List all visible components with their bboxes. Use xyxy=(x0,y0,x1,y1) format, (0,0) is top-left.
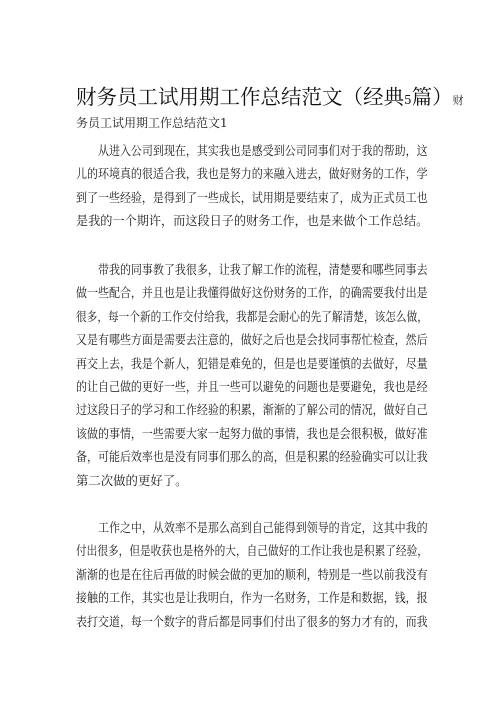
title-tail-text: 财 xyxy=(452,94,464,107)
paragraph-line: 是我的一个期许，而这段日子的财务工作，也是来做个工作总结。 xyxy=(76,213,429,229)
title-text-before-number: 财务员工试用期工作总结范文（经典 xyxy=(76,85,404,109)
paragraph-line: 付出很多，但是收获也是格外的大，自己做好的工作让我也是积累了经验， xyxy=(76,543,428,559)
title-text-after-number: 篇） xyxy=(411,85,453,109)
paragraph-line: 带我的同事教了我很多，让我了解工作的流程，清楚要和哪些同事去 xyxy=(76,262,428,277)
paragraph-3 xyxy=(76,516,428,633)
paragraph-line: 又是有哪些方面是需要去注意的，做好之后也是会找同事帮忙检查，然后 xyxy=(76,332,428,348)
paragraph-line: 的让自己做的更好一些，并且一些可以避免的问题也是要避免，我也是经 xyxy=(76,378,428,394)
document-title xyxy=(76,80,464,110)
paragraph-line: 做一些配合，并且也是让我懂得做好这份财务的工作，的确需要我付出是 xyxy=(76,285,428,301)
paragraph-line: 接触的工作，其实也是让我明白，作为一名财务，工作是和数据，钱，报 xyxy=(76,590,428,606)
paragraph-line: 表打交道，每一个数字的背后都是同事们付出了很多的努力才有的，而我 xyxy=(76,613,428,629)
document-subtitle: 务员工试用期工作总结范文1 xyxy=(76,116,228,130)
paragraph-line: 再交上去，我是个新人，犯错是难免的，但是也是要谨慎的去做好，尽量 xyxy=(76,355,428,371)
title-number: 5 xyxy=(404,93,412,107)
paragraph-line: 到了一些经验，是得到了一些成长，试用期是要结束了，成为正式员工也 xyxy=(76,189,428,205)
paragraph-line: 第二次做的更好了。 xyxy=(76,472,188,488)
paragraph-line: 从进入公司到现在，其实我也是感受到公司同事们对于我的帮助，这 xyxy=(76,143,428,158)
paragraph-2 xyxy=(76,258,428,492)
paragraph-line: 工作之中，从效率不是那么高到自己能得到领导的肯定，这其中我的 xyxy=(76,520,428,535)
paragraph-line: 该做的事情，一些需要大家一起努力做的事情，我也是会很积极，做好准 xyxy=(76,425,428,441)
paragraph-line: 很多，每一个新的工作交付给我，我都是会耐心的先了解清楚，该怎么做， xyxy=(76,308,428,324)
paragraph-line: 过这段日子的学习和工作经验的积累，渐渐的了解公司的情况，做好自己 xyxy=(76,402,428,418)
paragraph-line: 渐渐的也是在往后再做的时候会做的更加的顺利，特别是一些以前我没有 xyxy=(76,566,428,582)
paragraph-line: 备，可能后效率也是没有同事们那么的高，但是积累的经验确实可以让我 xyxy=(76,449,428,465)
paragraph-line: 儿的环境真的很适合我，我也是努力的来融入进去，做好财务的工作，学 xyxy=(76,166,428,182)
paragraph-1 xyxy=(76,139,428,233)
